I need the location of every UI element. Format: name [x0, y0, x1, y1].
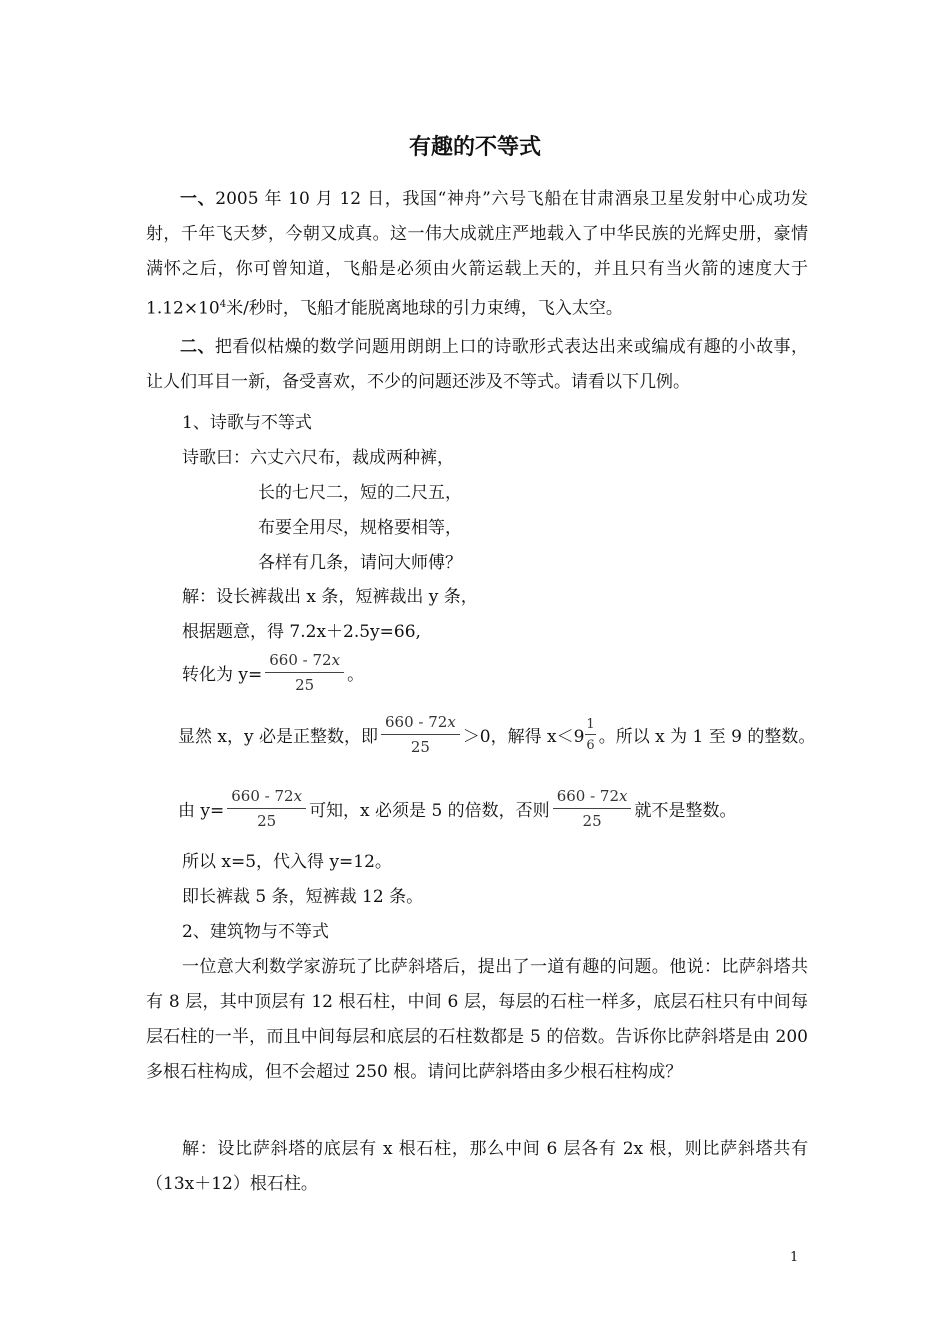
solution-line-3 [182, 651, 844, 694]
solution-line-4-end: 。所以 x 为 1 至 9 的整数。 [598, 727, 816, 747]
section1-paragraph [146, 182, 808, 327]
page-number: 1 [790, 1250, 799, 1265]
fraction-variable: x [293, 787, 303, 805]
section1-text-a: 2005 年 10 月 12 日，我国“神舟”六号飞船在甘肃酒泉卫星发射中心成功发射，千年飞天梦，今朝又成真。这一伟大成就庄严地载入了中华民族的光辉史册，豪情满怀之后，你可曾知道，飞船是必须由火箭运载上天的，并且只有当火箭的速度大于 1.12×10 [146, 189, 809, 319]
fraction-denominator: 25 [257, 812, 277, 830]
fraction [381, 713, 460, 756]
solution-line-4-middle: ＞0，解得 x＜9 [462, 727, 585, 747]
section1-lead: 一、 [180, 189, 216, 209]
section1-text-b: 米/秒时，飞船才能脱离地球的引力束缚，飞入太空。 [226, 298, 623, 319]
solution-line-4 [178, 713, 840, 756]
fraction-numerator: 660 - 72 [385, 713, 448, 731]
fraction [227, 787, 306, 830]
poem-intro: 诗歌曰：六丈六尺布，裁成两种裤， [182, 448, 454, 468]
mixed-fraction-numerator: 1 [585, 717, 595, 735]
solution-line-2: 根据题意，得 7.2x＋2.5y=66, [182, 622, 421, 642]
solution-line-1: 解：设长裤裁出 x 条，短裤裁出 y 条， [182, 587, 478, 607]
solution-line-4-text: 显然 x，y 必是正整数，即 [178, 727, 378, 747]
solution-line-6: 所以 x=5，代入得 y=12。 [182, 852, 392, 872]
section1-exponent: 4 [219, 299, 227, 310]
fraction [265, 651, 344, 694]
example1-heading: 1、诗歌与不等式 [182, 413, 312, 433]
poem-line-2: 布要全用尽，规格要相等， [258, 518, 462, 538]
example2-solution: 解：设比萨斜塔的底层有 x 根石柱，那么中间 6 层各有 2x 根，则比萨斜塔共有（13x＋12）根石柱。 [146, 1139, 808, 1194]
solution-line-5-middle: 可知，x 必须是 5 的倍数，否则 [309, 801, 550, 821]
solution-line-7: 即长裤裁 5 条，短裤裁 12 条。 [182, 887, 424, 907]
solution-line-5-text: 由 y= [178, 801, 225, 821]
example2-heading: 2、建筑物与不等式 [182, 922, 329, 942]
fraction-denominator: 25 [582, 812, 602, 830]
fraction-variable: x [331, 651, 341, 669]
fraction-numerator: 660 - 72 [269, 651, 332, 669]
solution-line-5-end: 就不是整数。 [634, 801, 737, 821]
fraction-numerator: 660 - 72 [556, 787, 620, 805]
poem-line-1: 长的七尺二，短的二尺五， [258, 483, 462, 503]
fraction-denominator: 25 [295, 676, 315, 694]
fraction [553, 787, 632, 830]
page-title: 有趣的不等式 [408, 135, 541, 160]
fraction-variable: x [447, 713, 456, 731]
mixed-fraction-denominator: 6 [586, 737, 595, 753]
fraction-numerator: 660 - 72 [231, 787, 294, 805]
solution-line-3-text: 转化为 y= [182, 665, 263, 685]
fraction-variable: x [619, 787, 628, 805]
section2-text: 把看似枯燥的数学问题用朗朗上口的诗歌形式表达出来或编成有趣的小故事，让人们耳目一新，备受喜欢，不少的问题还涉及不等式。请看以下几例。 [146, 337, 809, 392]
section2-lead: 二、 [180, 337, 215, 357]
fraction-denominator: 25 [410, 738, 430, 756]
solution-line-3-end: 。 [347, 665, 365, 685]
section2-paragraph [146, 330, 808, 400]
solution-line-5 [178, 787, 840, 830]
mixed-fraction [585, 717, 595, 753]
example2-problem: 一位意大利数学家游玩了比萨斜塔后，提出了一道有趣的问题。他说：比萨斜塔共有 8 层，其中顶层有 12 根石柱，中间 6 层，每层的石柱一样多，底层石柱只有中间每层石柱的一半，而且中间每层和底层的石柱数都是 5 的倍数。告诉你比萨斜塔是由 200 多根石柱构成，但不会超过 250 根。请问比萨斜塔由多少根石柱构成？ [146, 957, 808, 1082]
poem-line-3: 各样有几条，请问大师傅？ [258, 553, 462, 573]
